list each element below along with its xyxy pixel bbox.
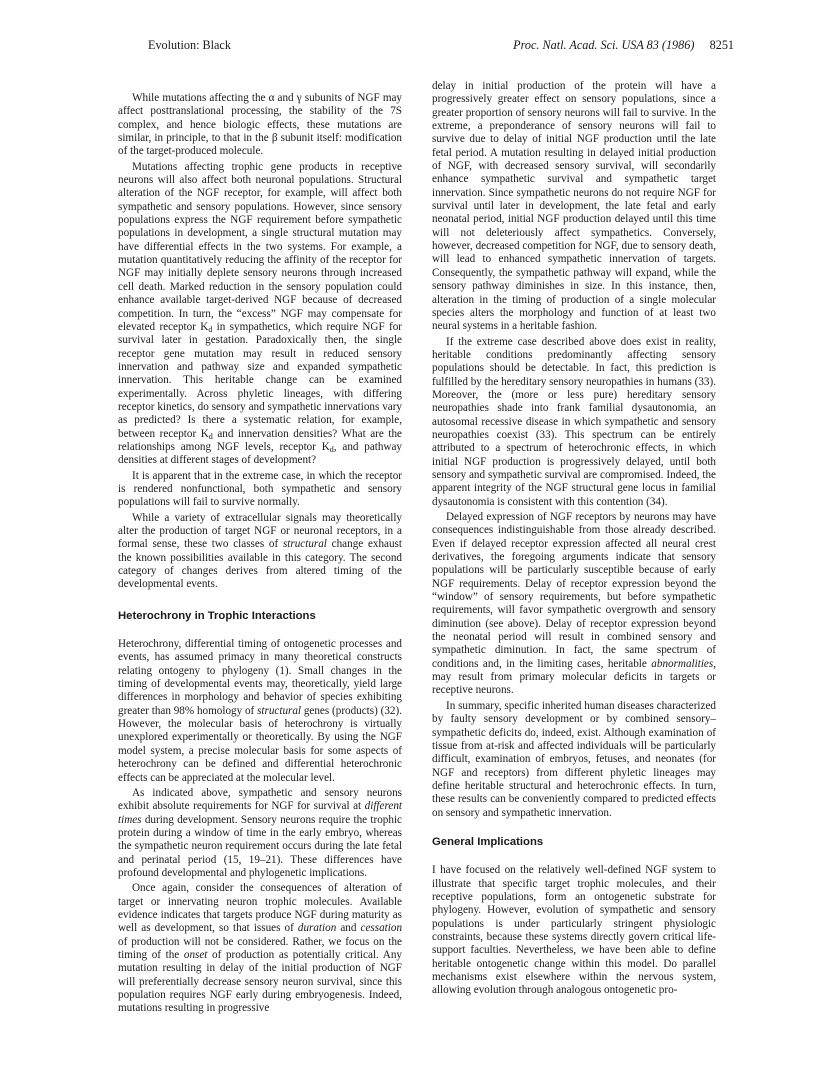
paragraph: I have focused on the relatively well-defined NGF system to illustrate that specific target trophic molecules, and their receptive populations, form an ontogenetic substrate for phylogeny. However, evolution of sympathetic and sensory populations is under particularly stringent physiologic constraints, because these systems directly govern critical life-support faculties. Nevertheless, we have been able to define heritable ontogenetic change within this model. Do parallel mechanisms exist elsewhere within the nervous system, allowing evolution through analogous ontogenetic pro-: [432, 864, 716, 997]
paragraph: While a variety of extracellular signals may theoretically alter the production of target NGF or neuronal receptors, in a formal sense, these two classes of structural change exhaust the known possibilities available in this category. The second category of changes derives from altered timing of the developmental events.: [118, 511, 402, 591]
paragraph: If the extreme case described above does exist in reality, heritable conditions predominantly affecting sensory populations should be detectable. In fact, this prediction is fulfilled by the hereditary sensory neuropathies in humans (33). Moreover, the (more or less pure) hereditary sensory neuropathies shade into frank familial dysautonomia, an autosomal recessive disease in which sympathetic and sensory neuropathies coexist (33). This spectrum can be entirely attributed to a spectrum of heterochronic effects, in which initial NGF production is progressively delayed, until both sensory and sympathetic survival are compromised. Indeed, the apparent integrity of the NGF structural gene locus in familial dysautonomia is consistent with this contention (34).: [432, 335, 716, 508]
paragraph: In summary, specific inherited human diseases characterized by faulty sensory development or by combined sensory–sympathetic deficits do, indeed, exist. Although examination of tissue from at-risk and affected individuals will be particularly difficult, examination of embryos, fetuses, and neonates (for NGF and receptors) from different phyletic lineages may define heritable structural and heterochronic effects. In turn, these results can be conveniently compared to predicted effects on sensory and sympathetic innervation.: [432, 699, 716, 819]
running-head-author: Evolution: Black: [148, 38, 231, 52]
page-number: 8251: [709, 38, 734, 52]
left-column: [118, 92, 402, 1018]
paragraph: delay in initial production of the protein will have a progressively greater effect on sensory populations, since a greater proportion of sensory neurons will fail to survive. In the extreme, a preponderance of sensory neurons will fail to survive due to delay of initial NGF production until the late fetal period. A mutation resulting in delayed initial production of NGF, with decreased sensory survival, will secondarily enhance sympathetic survival and sympathetic target innervation. Since sympathetic neurons do not require NGF for survival until later in development, the late fetal and early neonatal period, initial NGF production delayed until this time will not deleteriously affect sympathetics. Conversely, however, decreased competition for NGF, due to sensory death, will lead to enhanced sympathetic innervation of targets. Consequently, the sympathetic pathway will expand, while the sensory pathway diminishes in size. In this instance, then, alteration in the timing of production of a single molecular species alters the morphology and function of at least two neural systems in a heritable fashion.: [432, 80, 716, 333]
paragraph: Mutations affecting trophic gene products in receptive neurons will also affect both neuronal populations. Structural alteration of the NGF receptor, for example, will affect both sympathetic and sensory populations. However, since sensory populations express the NGF requirement before sympathetic populations in development, a single structural mutation may have differential effects in the two systems. For example, a mutation quantitatively reducing the affinity of the receptor for NGF may initially deplete sensory neurons through increased cell death. Marked reduction in the sensory population could enhance available target-derived NGF because of decreased competition. In turn, the “excess” NGF may compensate for elevated receptor $K_d$ in sympathetics, which require NGF for survival later in gestation. Paradoxically then, the single receptor gene mutation may result in reduced sensory innervation and pathway size and expanded sympathetic innervation. This heritable change can be examined experimentally. Across phyletic lineages, with differing receptor kinetics, do sensory and sympathetic innervations vary as predicted? Is there a systematic relation, for example, between receptor $K_d$ and innervation densities? What are the relationships among NGF levels, receptor $K_d$, and pathway densities at different stages of development?: [118, 160, 402, 467]
paragraph: Once again, consider the consequences of alteration of target or innervating neuron trophic molecules. Available evidence indicates that targets produce NGF during maturity as well as development, so that issues of duration and cessation of production will not be considered. Rather, we focus on the timing of the onset of production as potentially critical. Any mutation resulting in delay of the initial production of NGF will preferentially decrease sensory neuron survival, since this population requires NGF early during embryogenesis. Indeed, mutations resulting in progressive: [118, 882, 403, 1015]
paragraph: Delayed expression of NGF receptors by neurons may have consequences indistinguishable from those already described. Even if delayed receptor expression affected all neural crest derivatives, the foregoing arguments indicate that sensory populations will be particularly susceptible because of early NGF requirements. Delay of receptor expression beyond the “window” of sensory requirements, but before sympathetic requirements, will favor sympathetic overgrowth and sensory diminution (see above). Delay of receptor expression beyond the neonatal period will result in combined sensory and sympathetic diminution. In fact, the same spectrum of conditions and, in the limiting cases, heritable abnormalities, may result from primary molecular deficits in targets or receptive neurons.: [432, 511, 716, 697]
section-heading: General Implications: [432, 835, 544, 848]
right-column: [432, 80, 716, 1000]
paragraph: While mutations affecting the α and γ subunits of NGF may affect posttranslational processing, the stability of the 7S complex, and hence biologic effects, these mutations are similar, in principle, to that in the β subunit itself: modification of the target-produced molecule.: [118, 92, 402, 158]
paragraph: As indicated above, sympathetic and sensory neurons exhibit absolute requirements for NGF for survival at different times during development. Sensory neurons require the trophic protein during a window of time in the early embryo, whereas the sympathetic neuron requirement occurs during the late fetal and perinatal period (15, 19–21). These differences have profound developmental and phylogenetic implications.: [118, 786, 402, 879]
section-heading: Heterochrony in Trophic Interactions: [118, 609, 316, 622]
running-head-journal: [513, 38, 734, 53]
paragraph: Heterochrony, differential timing of ontogenetic processes and events, has assumed primacy in many theoretical constructs relating ontogeny to phylogeny (1). Small changes in the timing of developmental events may, theoretically, yield large differences in morphology and behavior of species exhibiting greater than 98% homology of structural genes (products) (32). However, the molecular basis of heterochrony is virtually unexplored experimentally or theoretically. By using the NGF model system, a precise molecular basis for some aspects of heterochrony can be defined and differential heterochronic effects can be appreciated at the molecular level.: [118, 638, 402, 784]
journal-citation: Proc. Natl. Acad. Sci. USA 83 (1986): [513, 38, 695, 52]
paragraph: It is apparent that in the extreme case, in which the receptor is rendered nonfunctional, both sympathetic and sensory populations will fail to survive normally.: [118, 469, 402, 509]
running-header: [118, 38, 734, 54]
